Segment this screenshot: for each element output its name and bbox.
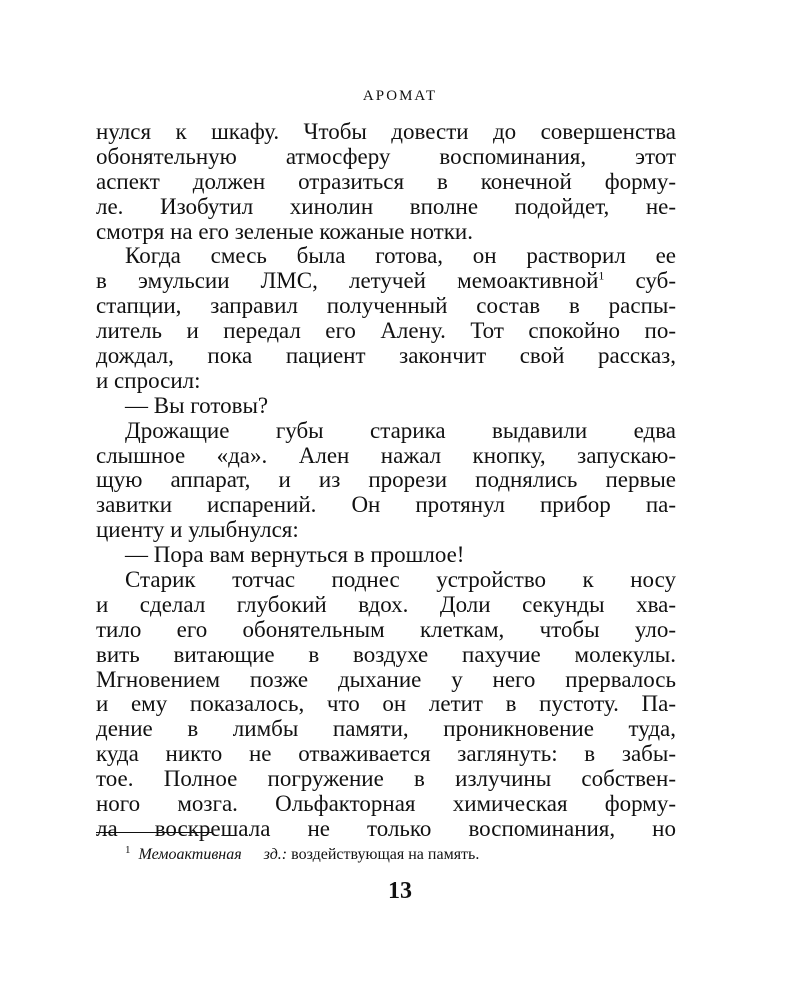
text-line-content: куда никто не отваживается заглянуть: в забы- [96, 742, 676, 767]
running-head: АРОМАТ [362, 88, 438, 104]
text-line [96, 294, 676, 319]
text-line-content: обонятельную атмосферу воспоминания, этот [96, 144, 676, 169]
text-line-content: щую аппарат, и из прорези поднялись первые [96, 468, 676, 493]
text-line-content: Мгновением позже дыхание у него прервалось [96, 667, 676, 692]
text-line [96, 394, 676, 419]
text-line [96, 195, 676, 220]
text-line [96, 120, 676, 145]
text-line-content: литель и передал его Алену. Тот спокойно по- [96, 319, 676, 344]
footnote-term: Мемоактивная [138, 846, 242, 863]
text-line-content: и спросил: [96, 368, 201, 393]
footnote-rule [96, 832, 212, 833]
text-line [96, 643, 676, 668]
text-line-content: тое. Полное погружение в излучины собствен- [96, 767, 676, 792]
footnote [125, 843, 480, 864]
text-line [96, 593, 676, 618]
text-line-content: циенту и улыбнулся: [96, 518, 299, 543]
text-line [96, 444, 676, 469]
text-line [96, 543, 676, 568]
text-line-content: смотря на его зеленые кожаные нотки. [96, 219, 473, 244]
footnote-definition: воздействующая на память. [287, 846, 480, 863]
text-line-content: Когда смесь была готова, он растворил ее [125, 244, 676, 269]
text-line [96, 269, 676, 294]
text-line [96, 568, 676, 593]
text-line [96, 419, 676, 444]
text-line [96, 319, 676, 344]
text-line-content: нулся к шкафу. Чтобы довести до совершенства [96, 120, 676, 144]
text-line-content: дождал, пока пациент закончит свой рассказ, [96, 344, 676, 369]
text-line [96, 468, 676, 493]
text-line [96, 692, 676, 717]
text-line [96, 792, 676, 817]
text-line-content: ле. Изобутил хинолин вполне подойдет, не- [96, 194, 676, 219]
text-line [96, 518, 676, 543]
text-line-content: ла воскрешала не только воспоминания, но [96, 816, 676, 841]
text-line-continuation: суб- [604, 269, 676, 294]
text-line [96, 220, 676, 245]
text-line [96, 742, 676, 767]
text-line-content: в эмульсии ЛМС, летучей мемоактивной [96, 269, 599, 294]
text-line-content: дение в лимбы памяти, проникновение туда, [96, 717, 676, 742]
text-line [96, 618, 676, 643]
page-number: 13 [388, 878, 412, 904]
text-line [96, 493, 676, 518]
text-line-content: — Вы готовы? [125, 393, 269, 418]
text-line-content: Старик тотчас поднес устройство к носу [125, 568, 676, 593]
text-line-content: и сделал глубокий вдох. Доли секунды хва- [96, 592, 676, 617]
text-line-content: Дрожащие губы старика выдавили едва [125, 418, 676, 443]
text-line [96, 369, 676, 394]
text-line-content: тило его обонятельным клеткам, чтобы уло- [96, 617, 676, 642]
footnote-reference: 1 [598, 269, 605, 283]
text-line-content: ного мозга. Ольфакторная химическая форму- [96, 792, 676, 817]
text-line [96, 817, 676, 842]
footnote-abbreviation: зд.: [263, 846, 288, 863]
text-line [96, 145, 676, 170]
text-line [96, 170, 676, 195]
body-text [96, 120, 676, 842]
text-line-content: стапции, заправил полученный состав в распы- [96, 294, 676, 319]
text-line-content: вить витающие в воздухе пахучие молекулы. [96, 642, 676, 667]
text-line-content: аспект должен отразиться в конечной форму- [96, 169, 676, 194]
text-line-content: слышное «да». Ален нажал кнопку, запускаю- [96, 443, 676, 468]
text-line [96, 244, 676, 269]
text-line-content: и ему показалось, что он летит в пустоту. Па- [96, 692, 676, 717]
footnote-mark: 1 [125, 843, 131, 856]
text-line [96, 767, 676, 792]
text-line [96, 717, 676, 742]
text-line-content: завитки испарений. Он протянул прибор па- [96, 493, 676, 518]
text-line-content: — Пора вам вернуться в прошлое! [125, 543, 465, 568]
text-line [96, 344, 676, 369]
text-line [96, 668, 676, 693]
